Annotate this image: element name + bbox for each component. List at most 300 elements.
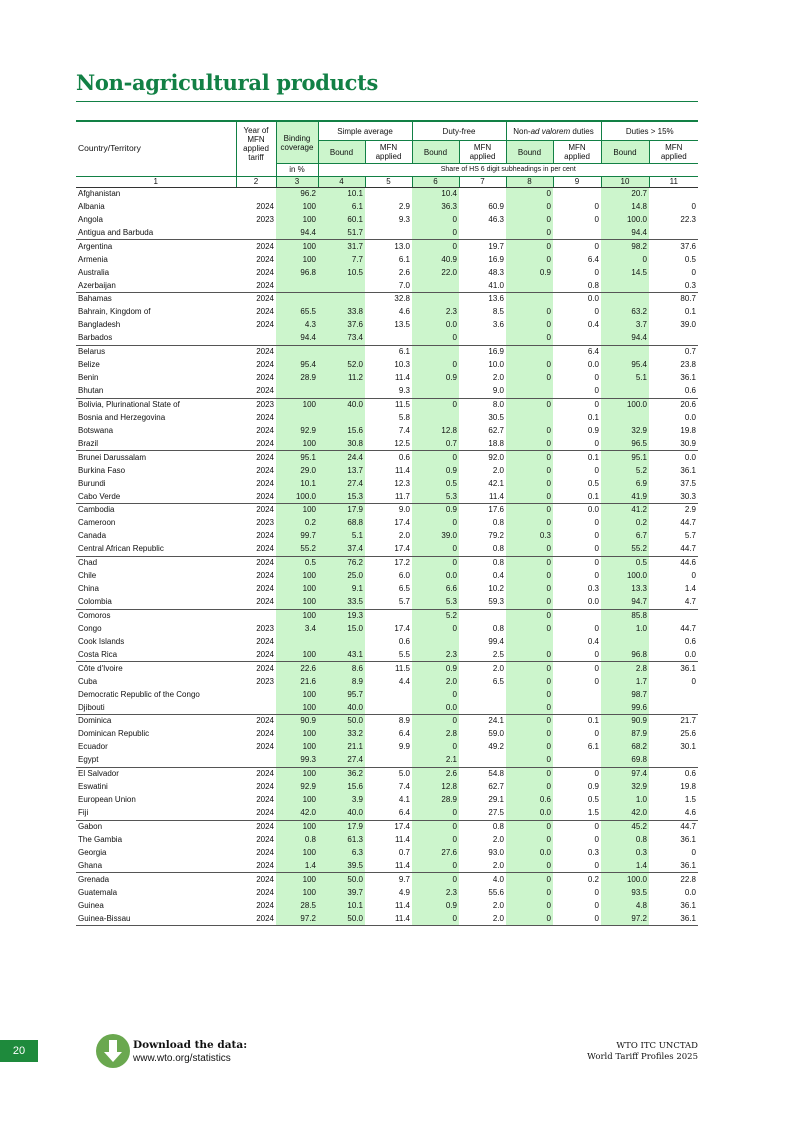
table-row <box>76 226 698 239</box>
table-row <box>76 767 698 780</box>
value-cell: 40.9 <box>412 253 459 266</box>
header-binding: Binding coverage <box>276 121 318 164</box>
value-cell: 100.0 <box>601 570 649 583</box>
value-cell: 44.7 <box>680 821 696 831</box>
value-cell: 92.0 <box>488 452 504 462</box>
value-cell: 0 <box>412 332 459 345</box>
value-cell: 6.1 <box>398 254 410 264</box>
value-cell: 13.0 <box>394 241 410 251</box>
value-cell: 1.0 <box>601 794 649 807</box>
value-cell: 9.9 <box>398 742 410 752</box>
country-cell: Bhutan <box>76 385 236 398</box>
country-cell: Comoros <box>78 610 111 620</box>
value-cell <box>412 635 459 648</box>
value-cell: 0.6 <box>684 636 696 646</box>
country-cell: Fiji <box>76 807 236 820</box>
value-cell: 39.0 <box>680 320 696 330</box>
value-cell: 7.4 <box>398 425 410 435</box>
value-cell: 100 <box>276 767 318 780</box>
value-cell: 33.8 <box>318 306 365 319</box>
value-cell: 2024 <box>256 847 274 857</box>
value-cell: 40.0 <box>318 807 365 820</box>
value-cell: 2024 <box>256 452 274 462</box>
value-cell: 100 <box>276 701 318 714</box>
value-cell: 0 <box>412 359 459 372</box>
value-cell: 6.0 <box>398 571 410 581</box>
header-bound: Bound <box>412 141 459 164</box>
country-cell: Bosnia and Herzegovina <box>78 412 166 422</box>
value-cell: 0 <box>412 873 459 886</box>
value-cell <box>649 754 698 767</box>
value-cell: 3.7 <box>601 319 649 332</box>
value-cell: 14.8 <box>601 200 649 213</box>
value-cell: 55.2 <box>276 543 318 556</box>
value-cell: 0 <box>506 332 553 345</box>
value-cell: 50.0 <box>318 873 365 886</box>
table-row <box>76 332 698 345</box>
value-cell: 0 <box>506 464 553 477</box>
value-cell <box>236 332 276 345</box>
value-cell: 17.9 <box>318 504 365 517</box>
value-cell: 100 <box>276 648 318 661</box>
country-cell: Azerbaijan <box>76 279 236 292</box>
table-row <box>76 899 698 912</box>
value-cell: 0.0 <box>412 570 459 583</box>
value-cell: 0.0 <box>587 294 599 304</box>
country-cell: Brazil <box>76 437 236 450</box>
value-cell: 0.6 <box>398 452 410 462</box>
value-cell: 7.7 <box>318 253 365 266</box>
header-mfn: MFN applied <box>365 141 412 164</box>
column-number: 9 <box>553 176 601 187</box>
value-cell: 2024 <box>256 584 274 594</box>
value-cell: 0.3 <box>601 846 649 859</box>
value-cell <box>506 411 553 424</box>
value-cell <box>601 293 649 306</box>
value-cell: 1.5 <box>553 807 601 820</box>
table-row <box>76 833 698 846</box>
value-cell: 0.1 <box>587 412 599 422</box>
value-cell: 0 <box>506 477 553 490</box>
value-cell: 0.1 <box>684 307 696 317</box>
country-cell: Antigua and Barbuda <box>76 226 236 239</box>
value-cell: 90.9 <box>601 715 649 728</box>
column-number: 10 <box>601 176 649 187</box>
value-cell <box>365 226 412 239</box>
value-cell: 2024 <box>256 663 274 673</box>
value-cell: 0.6 <box>649 385 698 398</box>
value-cell: 1.0 <box>601 622 649 635</box>
value-cell: 99.4 <box>488 636 504 646</box>
value-cell: 0 <box>594 373 599 383</box>
value-cell: 0.8 <box>601 833 649 846</box>
value-cell: 60.9 <box>488 201 504 211</box>
country-cell: Angola <box>78 214 103 224</box>
value-cell: 30.1 <box>680 742 696 752</box>
value-cell: 0 <box>506 306 553 319</box>
value-cell: 0 <box>506 372 553 385</box>
value-cell: 68.2 <box>601 741 649 754</box>
country-cell: Argentina <box>78 241 113 251</box>
value-cell: 2024 <box>236 912 276 925</box>
value-cell <box>459 688 506 701</box>
header-duty-free: Duty-free <box>412 121 506 141</box>
country-cell: Brunei Darussalam <box>78 452 147 462</box>
value-cell: 0.0 <box>684 887 696 897</box>
value-cell: 87.9 <box>601 728 649 741</box>
country-cell: Bangladesh <box>78 320 121 330</box>
table-row <box>76 873 698 886</box>
value-cell: 93.5 <box>601 886 649 899</box>
value-cell <box>318 279 365 292</box>
value-cell: 2.3 <box>412 306 459 319</box>
value-cell: 85.8 <box>601 609 649 622</box>
table-row <box>76 345 698 358</box>
value-cell: 41.0 <box>459 279 506 292</box>
value-cell: 36.1 <box>680 663 696 673</box>
value-cell: 0 <box>506 715 553 728</box>
value-cell: 6.4 <box>398 729 410 739</box>
value-cell: 5.0 <box>398 769 410 779</box>
value-cell <box>459 754 506 767</box>
value-cell: 2024 <box>256 307 274 317</box>
value-cell: 0 <box>691 201 696 211</box>
value-cell: 97.2 <box>601 912 649 925</box>
column-number: 8 <box>506 176 553 187</box>
value-cell: 11.4 <box>395 373 410 383</box>
value-cell: 0 <box>412 859 459 872</box>
value-cell: 0.3 <box>587 584 599 594</box>
value-cell: 0 <box>506 490 553 503</box>
value-cell <box>506 279 553 292</box>
value-cell: 2024 <box>256 267 274 277</box>
value-cell: 0 <box>506 728 553 741</box>
value-cell: 100 <box>276 741 318 754</box>
value-cell: 22.8 <box>680 874 696 884</box>
value-cell: 2024 <box>256 558 274 568</box>
value-cell: 100 <box>276 728 318 741</box>
value-cell <box>553 226 601 239</box>
value-cell: 0 <box>506 662 553 675</box>
value-cell: 0.9 <box>412 662 459 675</box>
value-cell: 0.8 <box>492 558 504 568</box>
table-row <box>76 530 698 543</box>
value-cell: 11.4 <box>459 490 506 503</box>
country-cell: Côte d'Ivoire <box>78 663 123 673</box>
value-cell: 10.1 <box>318 899 365 912</box>
table-row <box>76 859 698 872</box>
value-cell: 99.6 <box>601 701 649 714</box>
value-cell: 24.4 <box>318 451 365 464</box>
value-cell: 11.5 <box>395 663 410 673</box>
download-link[interactable]: www.wto.org/statistics <box>133 1053 231 1064</box>
value-cell: 62.7 <box>488 782 504 792</box>
value-cell: 40.0 <box>318 398 365 411</box>
value-cell: 1.5 <box>684 795 696 805</box>
value-cell: 27.5 <box>459 807 506 820</box>
value-cell: 95.4 <box>276 359 318 372</box>
value-cell: 4.7 <box>649 596 698 609</box>
value-cell: 28.9 <box>412 794 459 807</box>
value-cell: 39.7 <box>318 886 365 899</box>
value-cell: 5.1 <box>601 372 649 385</box>
table-row <box>76 794 698 807</box>
value-cell: 0.0 <box>684 412 696 422</box>
value-cell: 4.8 <box>601 899 649 912</box>
table-row <box>76 359 698 372</box>
value-cell <box>601 345 649 358</box>
value-cell: 0 <box>594 307 599 317</box>
value-cell: 36.1 <box>649 912 698 925</box>
value-cell <box>601 279 649 292</box>
value-cell: 21.1 <box>318 741 365 754</box>
value-cell: 0.2 <box>601 517 649 530</box>
header-share-note: Share of HS 6 digit subheadings in per cent <box>318 164 698 177</box>
publisher: WTO ITC UNCTAD <box>616 1041 698 1051</box>
value-cell: 92.9 <box>276 424 318 437</box>
value-cell <box>276 411 318 424</box>
country-cell: Afghanistan <box>78 188 121 198</box>
value-cell: 5.3 <box>412 596 459 609</box>
value-cell: 12.8 <box>412 424 459 437</box>
value-cell: 30.3 <box>649 490 698 503</box>
value-cell: 0.9 <box>412 504 459 517</box>
value-cell: 100 <box>276 794 318 807</box>
country-cell: Colombia <box>76 596 236 609</box>
value-cell: 1.4 <box>276 859 318 872</box>
value-cell: 96.5 <box>601 437 649 450</box>
country-cell: Cook Islands <box>78 636 125 646</box>
value-cell: 0 <box>506 583 553 596</box>
value-cell: 37.6 <box>318 319 365 332</box>
table-row <box>76 477 698 490</box>
value-cell: 0 <box>594 531 599 541</box>
value-cell: 2024 <box>256 478 274 488</box>
value-cell <box>365 609 412 622</box>
country-cell: Guinea-Bissau <box>76 912 236 925</box>
value-cell: 2.0 <box>492 663 504 673</box>
value-cell: 49.2 <box>488 742 504 752</box>
value-cell: 5.1 <box>318 530 365 543</box>
value-cell: 4.4 <box>398 676 410 686</box>
value-cell: 11.4 <box>395 834 410 844</box>
value-cell: 12.8 <box>412 781 459 794</box>
value-cell: 0 <box>506 899 553 912</box>
value-cell: 36.1 <box>680 465 696 475</box>
table-row <box>76 187 698 200</box>
value-cell: 2.3 <box>412 648 459 661</box>
value-cell: 0.8 <box>553 279 601 292</box>
value-cell: 2.3 <box>412 886 459 899</box>
value-cell: 2024 <box>236 279 276 292</box>
value-cell: 2024 <box>256 254 274 264</box>
value-cell <box>553 688 601 701</box>
value-cell: 3.4 <box>276 622 318 635</box>
value-cell: 2024 <box>256 531 274 541</box>
country-cell: Cambodia <box>78 505 115 515</box>
value-cell <box>236 609 276 622</box>
header-mfn: MFN applied <box>553 141 601 164</box>
table-row <box>76 319 698 332</box>
value-cell <box>649 701 698 714</box>
value-cell: 4.6 <box>649 807 698 820</box>
value-cell: 55.6 <box>488 887 504 897</box>
value-cell: 29.0 <box>276 464 318 477</box>
value-cell: 0 <box>594 465 599 475</box>
country-cell: Bahamas <box>78 294 112 304</box>
value-cell: 2.0 <box>459 912 506 925</box>
value-cell: 9.7 <box>398 874 410 884</box>
country-cell: Bahrain, Kingdom of <box>78 307 151 317</box>
value-cell: 23.8 <box>680 360 696 370</box>
table-row <box>76 451 698 464</box>
country-cell: Ecuador <box>78 742 108 752</box>
value-cell: 0 <box>594 729 599 739</box>
value-cell: 100 <box>276 240 318 253</box>
value-cell: 2023 <box>256 676 274 686</box>
value-cell: 51.7 <box>318 226 365 239</box>
value-cell: 17.4 <box>394 623 410 633</box>
value-cell: 13.6 <box>488 294 504 304</box>
value-cell: 2024 <box>256 412 274 422</box>
value-cell: 2.8 <box>601 662 649 675</box>
value-cell: 42.0 <box>601 807 649 820</box>
value-cell: 0 <box>412 715 459 728</box>
value-cell: 0 <box>506 886 553 899</box>
value-cell <box>601 385 649 398</box>
header-bound: Bound <box>601 141 649 164</box>
value-cell: 59.3 <box>459 596 506 609</box>
value-cell: 0 <box>506 570 553 583</box>
value-cell: 2.0 <box>492 465 504 475</box>
value-cell: 6.4 <box>365 807 412 820</box>
value-cell <box>506 635 553 648</box>
value-cell: 0 <box>412 622 459 635</box>
value-cell <box>506 385 553 398</box>
value-cell: 0.2 <box>587 874 599 884</box>
value-cell: 100.0 <box>601 213 649 226</box>
value-cell: 100 <box>276 846 318 859</box>
value-cell: 0 <box>506 319 553 332</box>
value-cell: 46.3 <box>488 214 504 224</box>
value-cell: 44.6 <box>680 558 696 568</box>
value-cell: 0 <box>506 187 553 200</box>
header-mfn: MFN applied <box>660 143 687 161</box>
table-body <box>76 187 698 926</box>
value-cell: 6.5 <box>492 676 504 686</box>
value-cell: 0.6 <box>684 769 696 779</box>
value-cell: 0 <box>691 267 696 277</box>
value-cell: 2024 <box>236 543 276 556</box>
value-cell <box>459 701 506 714</box>
value-cell: 5.5 <box>365 648 412 661</box>
value-cell: 0 <box>412 451 459 464</box>
value-cell: 0 <box>412 833 459 846</box>
value-cell: 32.9 <box>601 424 649 437</box>
header-peaks: Duties > 15% <box>601 121 698 141</box>
value-cell: 0 <box>594 214 599 224</box>
table-row <box>76 398 698 411</box>
value-cell: 0.1 <box>553 490 601 503</box>
value-cell: 94.4 <box>276 332 318 345</box>
value-cell: 18.8 <box>459 437 506 450</box>
value-cell: 3.9 <box>318 794 365 807</box>
value-cell: 6.7 <box>601 530 649 543</box>
value-cell: 2024 <box>256 900 274 910</box>
column-number: 6 <box>412 176 459 187</box>
value-cell: 0 <box>506 675 553 688</box>
value-cell: 0 <box>601 253 649 266</box>
value-cell <box>649 688 698 701</box>
value-cell <box>553 332 601 345</box>
value-cell: 43.1 <box>318 648 365 661</box>
value-cell <box>365 754 412 767</box>
value-cell: 31.7 <box>318 240 365 253</box>
value-cell: 2024 <box>256 874 274 884</box>
table-row <box>76 424 698 437</box>
table-row <box>76 583 698 596</box>
value-cell: 41.9 <box>601 490 649 503</box>
value-cell: 2.0 <box>492 834 504 844</box>
value-cell: 0.5 <box>601 556 649 569</box>
value-cell: 0 <box>506 701 553 714</box>
value-cell: 97.4 <box>601 767 649 780</box>
value-cell: 27.6 <box>412 846 459 859</box>
value-cell: 0.2 <box>276 517 318 530</box>
value-cell: 0 <box>506 781 553 794</box>
value-cell: 10.1 <box>318 187 365 200</box>
country-cell: Armenia <box>78 254 108 264</box>
value-cell: 0.9 <box>412 899 459 912</box>
value-cell <box>459 609 506 622</box>
value-cell: 2024 <box>256 729 274 739</box>
value-cell: 100 <box>276 398 318 411</box>
value-cell: 100 <box>276 886 318 899</box>
value-cell: 2023 <box>256 518 274 528</box>
value-cell: 0 <box>594 821 599 831</box>
value-cell: 8.0 <box>492 399 504 409</box>
value-cell: 11.2 <box>318 372 365 385</box>
value-cell: 0.0 <box>412 319 459 332</box>
value-cell: 0.9 <box>587 782 599 792</box>
download-data-icon[interactable] <box>95 1033 131 1069</box>
value-cell: 12.3 <box>394 478 410 488</box>
table-row <box>76 240 698 253</box>
country-cell: Barbados <box>76 332 236 345</box>
table-row <box>76 741 698 754</box>
value-cell: 27.4 <box>318 477 365 490</box>
value-cell: 0.4 <box>587 320 599 330</box>
value-cell: 9.0 <box>459 385 506 398</box>
table-row <box>76 266 698 279</box>
country-cell: Burkina Faso <box>78 465 126 475</box>
value-cell: 0.0 <box>506 846 553 859</box>
table-row <box>76 622 698 635</box>
value-cell: 2024 <box>256 716 274 726</box>
value-cell: 0.0 <box>412 701 459 714</box>
value-cell: 42.0 <box>276 807 318 820</box>
value-cell: 0 <box>594 900 599 910</box>
value-cell: 96.8 <box>601 648 649 661</box>
value-cell: 2.0 <box>459 859 506 872</box>
table-row <box>76 701 698 714</box>
value-cell: 0.9 <box>412 464 459 477</box>
value-cell: 0 <box>594 518 599 528</box>
column-number: 3 <box>276 176 318 187</box>
value-cell: 13.7 <box>318 464 365 477</box>
value-cell: 1.4 <box>684 584 696 594</box>
value-cell: 2.0 <box>412 675 459 688</box>
